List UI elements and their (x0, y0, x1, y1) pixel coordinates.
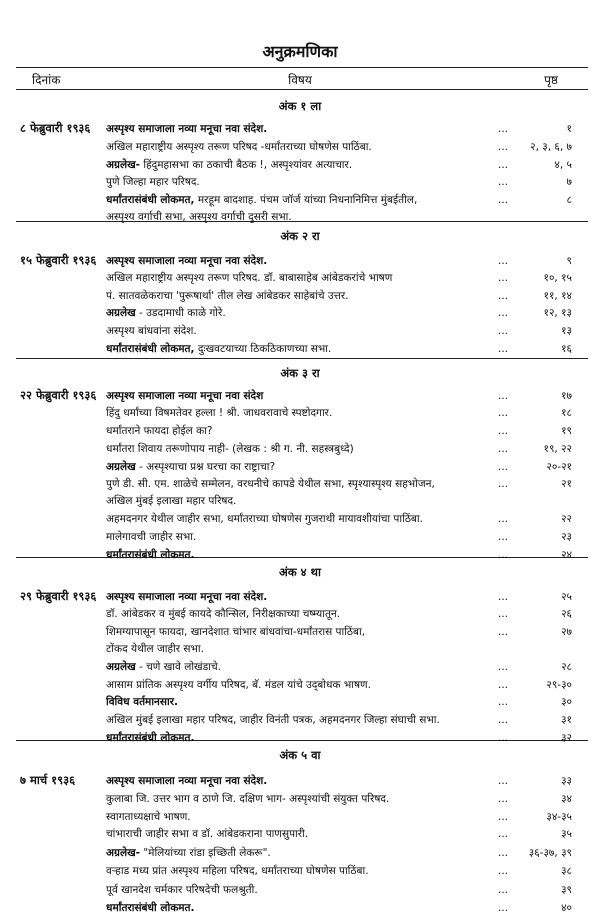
entry-text: अस्पृश्य समाजाला नव्या मनूचा नवा संदेश. (106, 775, 268, 787)
index-entry (106, 253, 586, 270)
header-rule-bottom (16, 89, 588, 90)
leader-dots: ... (498, 884, 509, 896)
page-number: ३१ (561, 714, 572, 726)
index-entry (106, 791, 586, 808)
page-number: ३५ (561, 828, 572, 840)
page-number: १९, २२ (543, 443, 572, 455)
issue-number-heading: अंक ४ था (279, 565, 321, 579)
index-entry (106, 323, 586, 340)
leader-dots: ... (498, 902, 509, 914)
index-entry (106, 712, 586, 729)
leader-dots: ... (498, 176, 509, 188)
leader-dots: ... (498, 255, 509, 267)
issue-date: २२ फेब्रुवारी १९३६ (20, 388, 97, 402)
index-entry (106, 900, 586, 917)
leader-dots: ... (498, 828, 509, 840)
entry-rest: - अस्पृश्याचा प्रश्न घरचा का राष्ट्राचा? (135, 461, 276, 473)
column-header-date: दिनांक (32, 73, 61, 87)
entry-text: अहमदनगर येथील जाहीर सभा, धर्मांतराच्या घोषणेस गुजराथी मायावशीयांचा पाठिंबा. (106, 513, 423, 525)
entry-text: चांभाराची जाहीर सभा व डॉ. आंबेडकराना पाणसुपारी. (106, 828, 309, 840)
index-entry (106, 423, 586, 440)
index-entry (106, 493, 586, 510)
leader-dots: ... (498, 847, 509, 859)
entry-lead: अग्रलेख- (106, 847, 141, 859)
leader-dots: ... (498, 325, 509, 337)
entry-lead: अग्रलेख (106, 307, 136, 319)
index-entry (106, 845, 586, 862)
entry-text: टोंकद येथील जाहीर सभा. (106, 643, 204, 655)
entry-text: पूर्व खानदेश चर्मकार परिषदेची फलश्रुती. (106, 884, 258, 896)
index-entry (106, 529, 586, 546)
page-number: २९-३० (546, 679, 572, 691)
page-number: १२, १३ (543, 307, 572, 319)
leader-dots: ... (498, 775, 509, 787)
entry-text: आसाम प्रांतिक अस्पृश्य वर्गीय परिषद, बॅ. मंडल यांचे उद्‍बोधक भाषण. (106, 679, 371, 691)
entry-text: पं. सातवळेकराचा 'पुरूषार्था' तील लेख आंबेडकर साहेबांचे उत्तर. (106, 290, 349, 302)
issue-number-heading: अंक ३ रा (280, 366, 320, 380)
leader-dots: ... (498, 390, 509, 402)
entry-text: धर्मांतरा शिवाय तरूणोपाय नाही- (लेखक : श्री ग. नी. सहस्त्रबुध्दे) (106, 443, 354, 455)
index-entry (106, 209, 586, 226)
entry-text (106, 847, 271, 859)
issue-number-heading: अंक ५ वा (279, 748, 321, 762)
leader-dots: ... (498, 290, 509, 302)
entry-rest: दुःखवटयाच्या ठिकठिकाणच्या सभा. (194, 343, 332, 355)
issue-date: १५ फेब्रुवारी १९३६ (20, 253, 97, 267)
entry-text: अस्पृश्य समाजाला नव्या मनूचा नवा संदेश. (106, 591, 268, 603)
entry-rest: - चणे खावे लोखंडाचे. (135, 661, 221, 673)
page-number: ७ (566, 176, 572, 188)
index-entry (106, 606, 586, 623)
leader-dots: ... (498, 407, 509, 419)
entry-text: अखिल महाराष्ट्रीय अस्पृश्य तरूण परिषद. डॉ. बाबासाहेब आंबेडकरांचे भाषण (106, 272, 393, 284)
entry-text: अखिल मुंबई इलाखा महार परिषद. (106, 495, 237, 507)
index-entry (106, 270, 586, 287)
index-entry (106, 459, 586, 476)
leader-dots: ... (498, 679, 509, 691)
index-entry (106, 388, 586, 405)
entry-lead: अग्रलेख- (106, 159, 141, 171)
entry-text: डॉ. आंबेडकर व मुंबई कायदे कौन्सिल, निरीक्षकाच्या चष्म्यातून. (106, 608, 341, 620)
page-number: ४, ५ (554, 159, 572, 171)
page-number: ११, १४ (543, 290, 572, 302)
index-entry (106, 624, 586, 641)
entry-rest: मरहूम बादशाह. पंचम जॉर्ज यांच्या निधनानिमित्त मुंबईतील, (194, 194, 418, 206)
entry-text (106, 159, 352, 171)
issue-date: ७ मार्च १९३६ (20, 773, 76, 787)
entry-lead: अग्रलेख (106, 661, 136, 673)
index-entry (106, 157, 586, 174)
entry-text: अस्पृश्य वर्गाची सभा, अस्पृश्य वर्गाची दुसरी सभा. (106, 211, 292, 223)
entry-text (106, 194, 417, 206)
leader-dots: ... (498, 425, 509, 437)
index-entry (106, 694, 586, 711)
leader-dots: ... (498, 591, 509, 603)
issue-number-heading: अंक २ रा (280, 229, 320, 243)
page-number: १९ (561, 425, 572, 437)
page-number: २२ (561, 513, 572, 525)
entry-text: शिमग्यापासून फायदा, खानदेशात चांभार बांधवांचा-धर्मांतरास पाठिंबा, (106, 626, 366, 638)
leader-dots: ... (498, 714, 509, 726)
entry-rest: हिंदुमहासभा का ठकाची बैठक !, अस्पृश्यांवर अत्याचार. (140, 159, 353, 171)
index-entry (106, 773, 586, 790)
page-number: ३९ (561, 884, 572, 896)
page-number: १०, १५ (543, 272, 572, 284)
entry-text: पुणे डी. सी. एम. शाळेचे सम्मेलन, वरधनीचे कापडे येथील सभा, स्पृश्यास्पृश्य सहभोजन, (106, 478, 435, 490)
index-entry (106, 863, 586, 880)
entry-rest: "मेलियांच्या रांडा इच्छिती लेकरू". (140, 847, 271, 859)
index-entry (106, 589, 586, 606)
entry-text: अस्पृश्य समाजाला नव्या मनूचा नवा संदेश (106, 390, 264, 402)
entry-text: अस्पृश्य समाजाला नव्या मनूचा नवा संदेश. (106, 123, 268, 135)
index-entry (106, 405, 586, 422)
leader-dots: ... (498, 461, 509, 473)
entry-text: अस्पृश्य समाजाला नव्या मनूचा नवा संदेश. (106, 255, 268, 267)
index-entry (106, 730, 586, 747)
page-number: ३४ (561, 793, 572, 805)
page-number: २७ (561, 626, 572, 638)
issue-number-heading: अंक १ ला (278, 99, 322, 113)
entry-text: धर्मांतरासंबंधी लोकमत. (106, 549, 195, 561)
leader-dots: ... (498, 272, 509, 284)
index-entry (106, 305, 586, 322)
entry-text (106, 343, 331, 355)
index-entry (106, 288, 586, 305)
leader-dots: ... (498, 194, 509, 206)
leader-dots: ... (498, 159, 509, 171)
leader-dots: ... (498, 696, 509, 708)
leader-dots: ... (498, 549, 509, 561)
entry-text: स्वागताध्यक्षाचे भाषण. (106, 811, 191, 823)
entry-text: धर्मांतरासंबंधी लोकमत. (106, 732, 195, 744)
leader-dots: ... (498, 793, 509, 805)
page-number: २६ (561, 608, 572, 620)
leader-dots: ... (498, 478, 509, 490)
page-number: २८ (561, 661, 572, 673)
leader-dots: ... (498, 732, 509, 744)
index-entry (106, 476, 586, 493)
index-entry (106, 121, 586, 138)
leader-dots: ... (498, 661, 509, 673)
entry-text: कुलाबा जि. उत्तर भाग व ठाणे जि. दक्षिण भाग- अस्पृश्यांची संयुक्त परिषद. (106, 793, 390, 805)
issue-date: ८ फेब्रुवारी १९३६ (20, 121, 91, 135)
issue-date: २९ फेब्रुवारी १९३६ (20, 589, 97, 603)
entry-text: हिंदु धर्मांच्या विषमतेवर हल्ला ! श्री. जाधवरावाचे स्पष्टोदगार. (106, 407, 333, 419)
page-number: २४ (561, 549, 572, 561)
entry-text (106, 661, 221, 673)
leader-dots: ... (498, 343, 509, 355)
page-number: २१ (561, 478, 572, 490)
page-number: २, ३, ६, ७ (530, 141, 572, 153)
page-title: अनुक्रमणिका (262, 42, 338, 61)
page-number: १८ (561, 407, 572, 419)
index-entry (106, 641, 586, 658)
column-header-subject: विषय (288, 73, 312, 87)
page-number: ३३ (561, 775, 572, 787)
index-entry (106, 809, 586, 826)
column-header-page: पृष्ठ (544, 73, 558, 87)
entry-text: वऱ्हाड मध्य प्रांत अस्पृश्य महिला परिषद, धर्मांतराच्या घोषणेस पाठिंबा. (106, 865, 369, 877)
entry-text: अस्पृश्य बांधवांना संदेश. (106, 325, 197, 337)
leader-dots: ... (498, 531, 509, 543)
leader-dots: ... (498, 608, 509, 620)
leader-dots: ... (498, 123, 509, 135)
index-entry (106, 826, 586, 843)
page-number: १७ (561, 390, 572, 402)
page-number: २५ (561, 591, 572, 603)
header-rule-top (16, 67, 588, 68)
index-entry (106, 677, 586, 694)
page-number: ४० (561, 902, 572, 914)
page-number: ८ (566, 194, 572, 206)
leader-dots: ... (498, 307, 509, 319)
leader-dots: ... (498, 626, 509, 638)
page-number: १३ (561, 325, 572, 337)
index-entry (106, 547, 586, 564)
index-entry (106, 511, 586, 528)
entry-text: विविध वर्तमानसार. (106, 696, 178, 708)
entry-text (106, 307, 226, 319)
leader-dots: ... (498, 443, 509, 455)
index-entry (106, 882, 586, 899)
page-number: २०-२१ (546, 461, 572, 473)
entry-text: धर्मांतरासंबंधी लोकमत. (106, 902, 195, 914)
entry-text: अखिल महाराष्ट्रीय अस्पृश्य तरूण परिषद -धर्मांतराच्या घोषणेस पाठिंबा. (106, 141, 372, 153)
entry-rest: - उडदामाधी काळे गोरे. (135, 307, 226, 319)
page-number: ३६-३७, ३९ (528, 847, 572, 859)
index-entry (106, 192, 586, 209)
page-number: १६ (561, 343, 572, 355)
page-number: २३ (561, 531, 572, 543)
page-number: १ (566, 123, 572, 135)
page-number: ३४-३५ (546, 811, 572, 823)
entry-lead: धर्मांतरासंबंधी लोकमत, (106, 343, 195, 355)
entry-text: अखिल मुंबई इलाखा महार परिषद, जाहीर विनंती पत्रक, अहमदनगर जिल्हा संघाची सभा. (106, 714, 440, 726)
entry-lead: अग्रलेख (106, 461, 136, 473)
leader-dots: ... (498, 513, 509, 525)
index-entry (106, 441, 586, 458)
issue-separator (16, 358, 588, 359)
leader-dots: ... (498, 811, 509, 823)
page-number: ३० (561, 696, 572, 708)
index-entry (106, 341, 586, 358)
entry-lead: धर्मांतरासंबंधी लोकमत, (106, 194, 195, 206)
page-number: ३२ (561, 732, 572, 744)
index-entry (106, 139, 586, 156)
index-entry (106, 659, 586, 676)
page-number: ९ (566, 255, 572, 267)
index-entry (106, 174, 586, 191)
entry-text: मालेगावची जाहीर सभा. (106, 531, 197, 543)
entry-text (106, 461, 275, 473)
leader-dots: ... (498, 865, 509, 877)
page-number: ३८ (561, 865, 572, 877)
entry-text: धर्मांतराने फायदा होईल का? (106, 425, 213, 437)
leader-dots: ... (498, 141, 509, 153)
entry-text: पुणे जिल्हा महार परिषद. (106, 176, 200, 188)
